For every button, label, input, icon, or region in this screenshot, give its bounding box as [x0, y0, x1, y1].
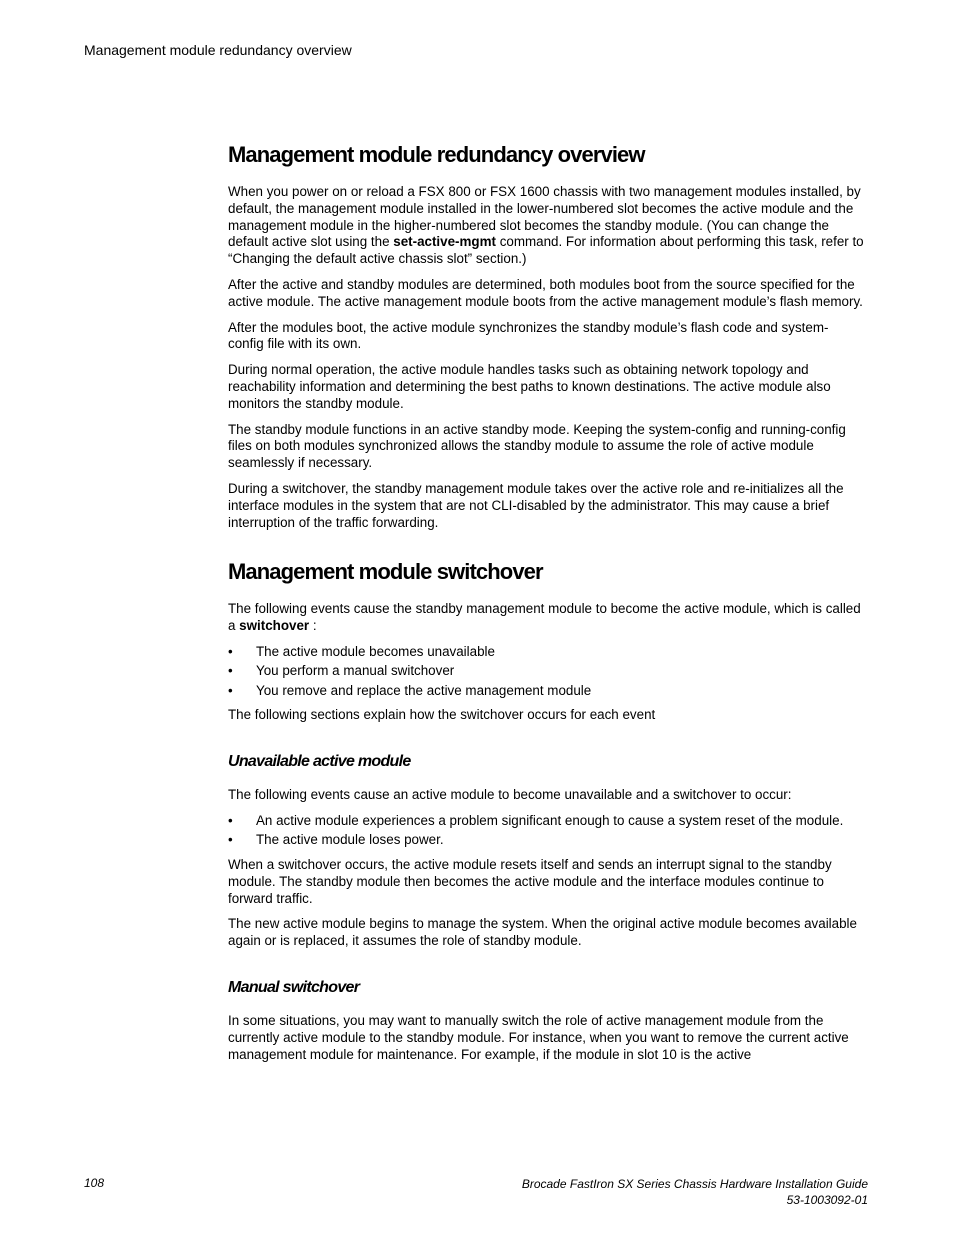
guide-title: Brocade FastIron SX Series Chassis Hardware Installation Guide: [521, 1177, 868, 1191]
footer-guide-info: [522, 1176, 868, 1208]
running-header: Management module redundancy overview: [84, 42, 352, 58]
unavailable-events-list: [228, 813, 864, 849]
paragraph: During a switchover, the standby management module takes over the active role and re-initializes all the interface modules in the system that are not CLI-disabled by the administrator. This may cause a brief interruption of the traffic forwarding.: [228, 480, 844, 530]
subsection-title-manual-switchover: Manual switchover: [228, 979, 360, 996]
paragraph: After the modules boot, the active module synchronizes the standby module’s flash code and system-config file with its own.: [228, 319, 829, 352]
term-switchover: switchover: [239, 618, 310, 634]
command-name: set-active-mgmt: [393, 234, 496, 250]
list-item: • An active module experiences a problem significant enough to cause a system reset of the module.: [228, 812, 844, 828]
paragraph: When you power on or reload a FSX 800 or FSX 1600 chassis with two management modules installed, by default, the management module installed in the lower-numbered slot becomes the active module and the management module in the higher-numbered slot becomes the standby module. (You can change the default active slot using the set-active-mgmt command. For information about performing this task, refer to “Changing the default active chassis slot” section.): [228, 184, 864, 267]
paragraph: The standby module functions in an active standby mode. Keeping the system-config and running-config files on both modules synchronized allows the standby module to assume the role of active module seamlessly if necessary.: [228, 421, 846, 471]
list-item: • You remove and replace the active management module: [228, 682, 592, 698]
paragraph: During normal operation, the active module handles tasks such as obtaining network topology and reachability information and determining the best paths to known destinations. The active module also monitors the standby module.: [228, 362, 831, 411]
list-item: • You perform a manual switchover: [228, 663, 455, 679]
list-item: • The active module becomes unavailable: [228, 643, 495, 659]
page-number: 108: [84, 1176, 105, 1190]
subsection-title-unavailable-active-module: Unavailable active module: [228, 753, 411, 771]
switchover-events-list: [228, 644, 864, 699]
paragraph: The new active module begins to manage the system. When the original active module becomes available again or is replaced, it assumes the role of standby module.: [228, 916, 857, 949]
doc-number: 53-1003092-01: [786, 1193, 868, 1207]
paragraph: The following events cause an active module to become unavailable and a switchover to occur:: [228, 787, 792, 803]
paragraph: When a switchover occurs, the active module resets itself and sends an interrupt signal to the standby module. The standby module then becomes the active module and the interface modules continue to forward traffic.: [228, 857, 832, 906]
paragraph: In some situations, you may want to manually switch the role of active management module from the currently active module to the standby module. For instance, when you want to remove the current active management module for maintenance. For example, if the module in slot 10 is the active: [228, 1013, 849, 1062]
page-content: [228, 142, 864, 1072]
paragraph: The following sections explain how the switchover occurs for each event: [228, 707, 656, 723]
section-title-switchover: Management module switchover: [228, 559, 543, 585]
list-item: • The active module loses power.: [228, 832, 444, 848]
section-title-redundancy-overview: Management module redundancy overview: [228, 142, 645, 167]
paragraph: After the active and standby modules are determined, both modules boot from the source specified for the active module. The active management module boots from the active management module’s flash memory.: [228, 276, 863, 309]
paragraph: The following events cause the standby management module to become the active module, which is called a switchover :: [228, 601, 861, 634]
